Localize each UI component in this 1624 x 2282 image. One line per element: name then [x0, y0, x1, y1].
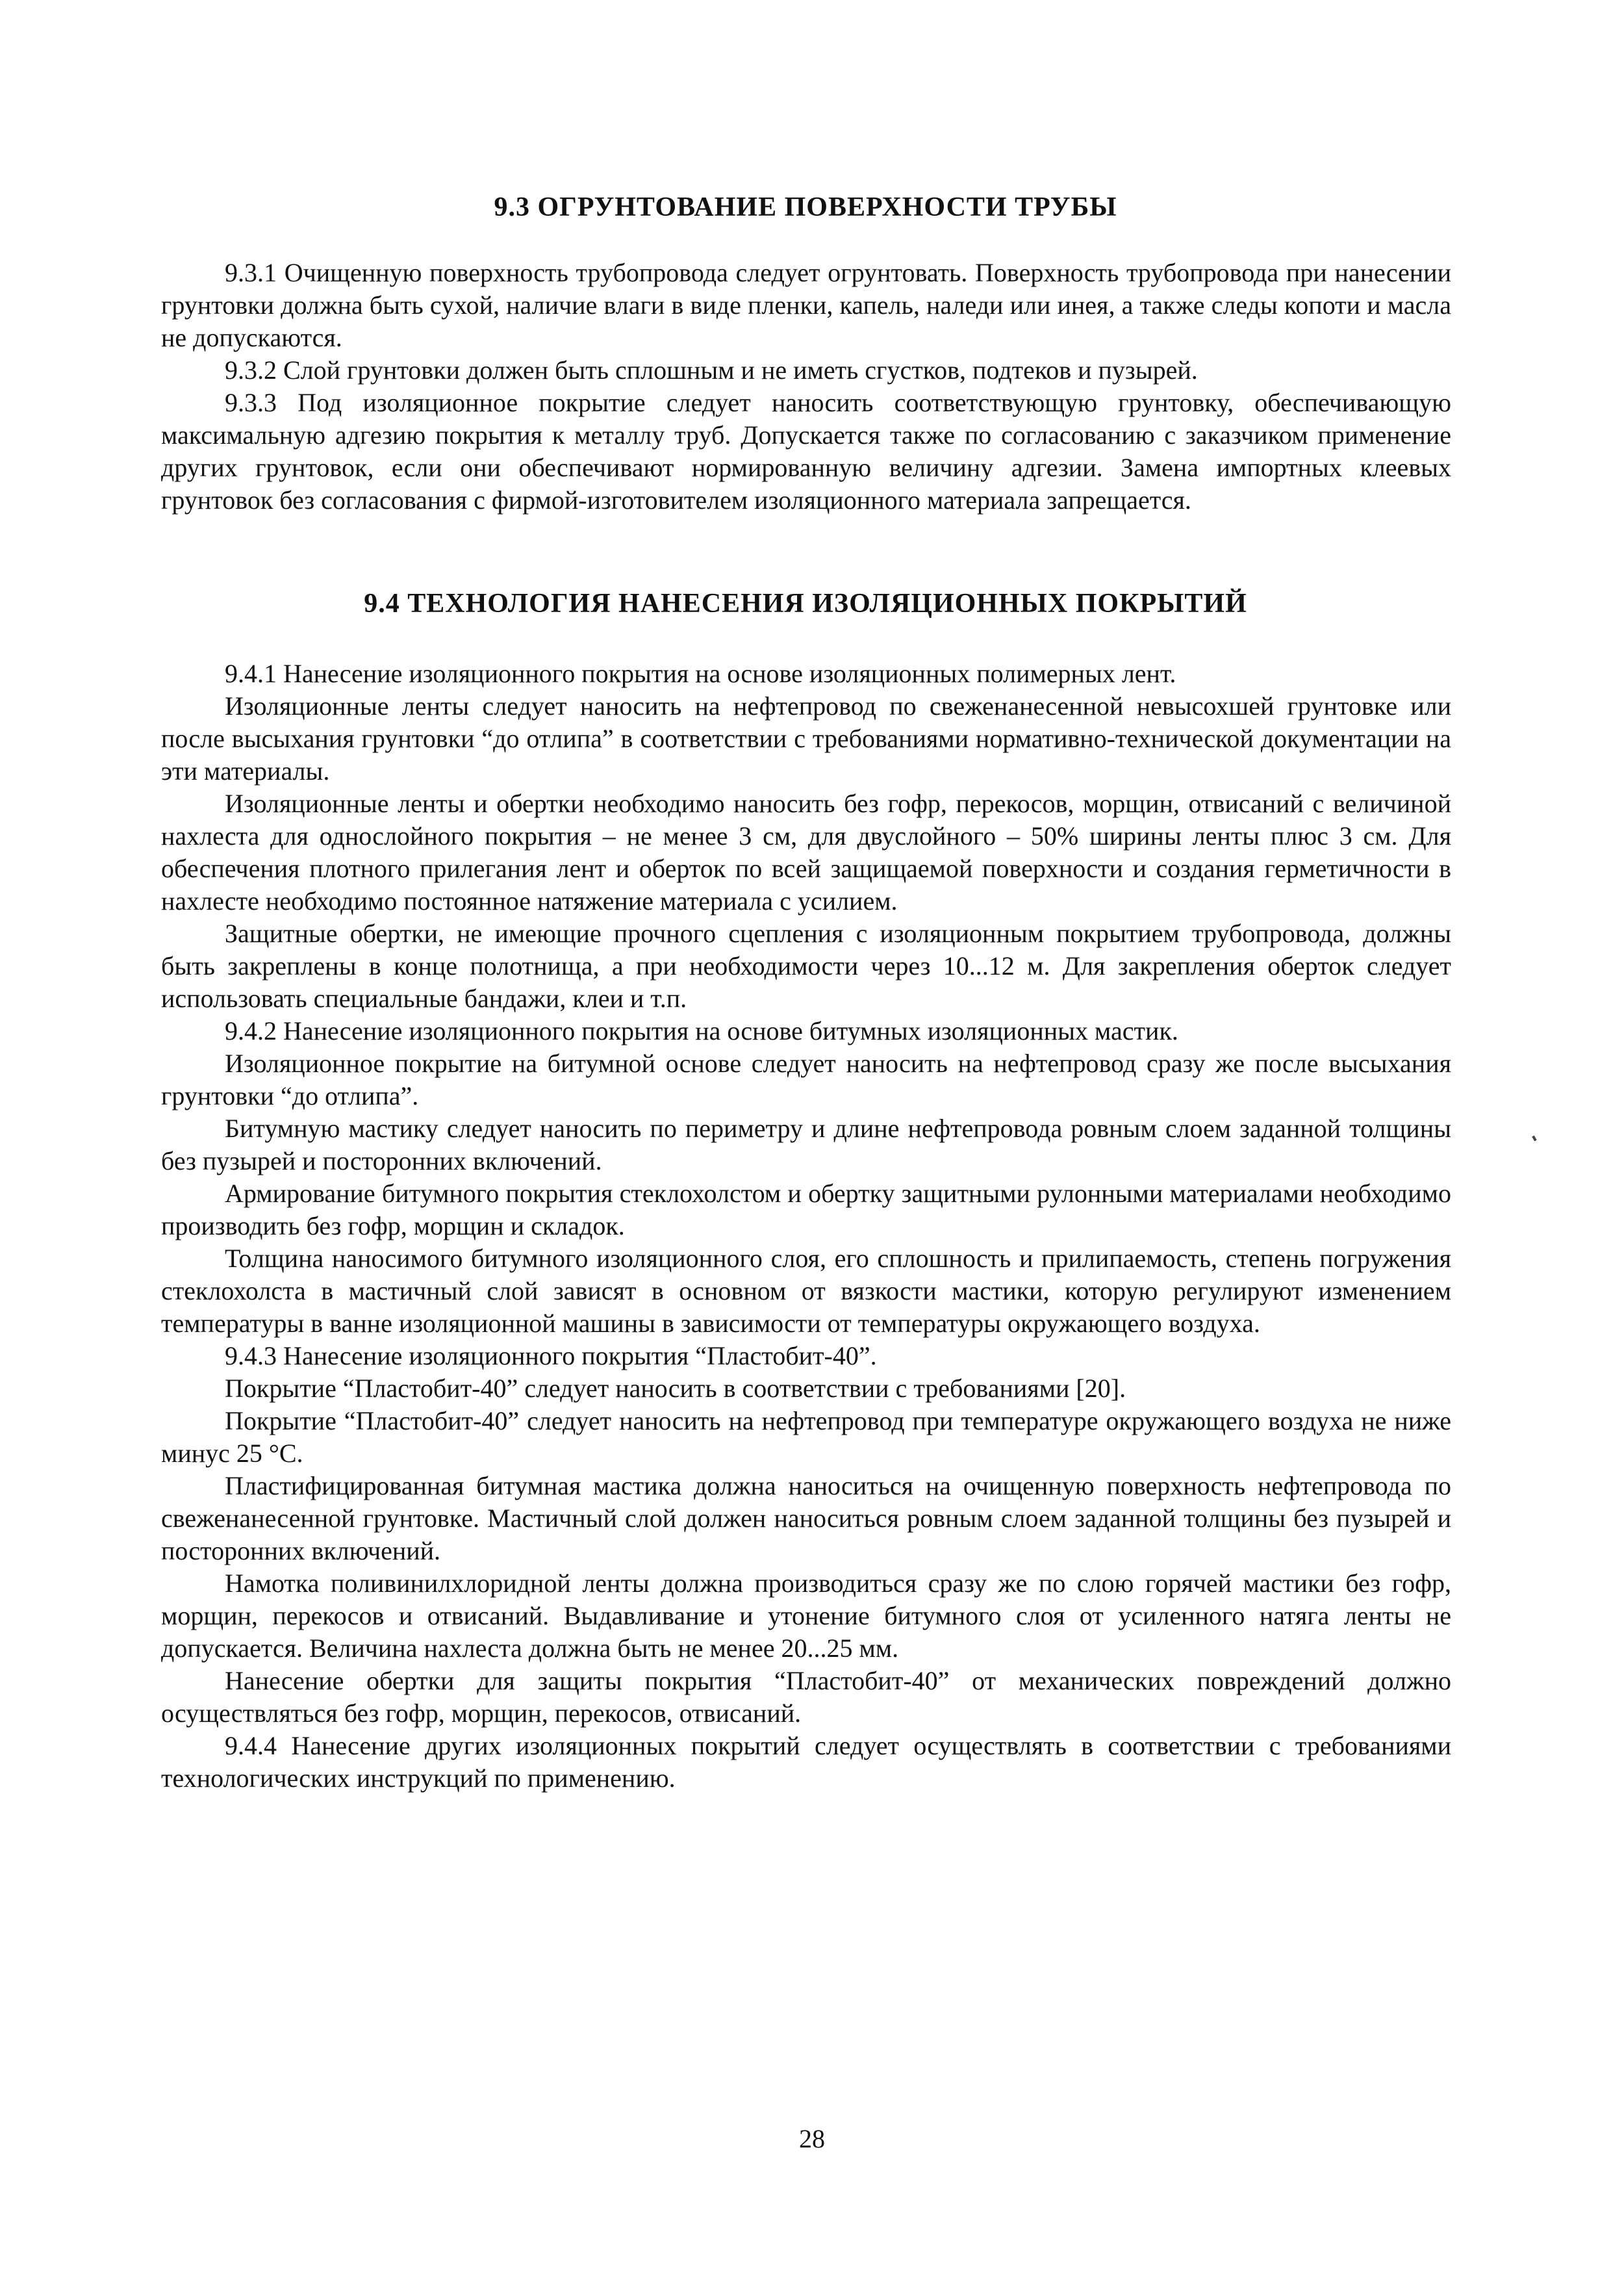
- section-body-9-3: [161, 257, 1451, 517]
- paragraph: Покрытие “Пластобит-40” следует наносить на нефтепровод при температуре окружающего воздуха не ниже минус 25 °С.: [161, 1406, 1451, 1468]
- paragraph: Покрытие “Пластобит-40” следует наносить в соответствии с требованиями [20].: [225, 1374, 1126, 1403]
- paragraph-9-3-3: 9.3.3 Под изоляционное покрытие следует наносить соответствующую грунтовку, обеспечивающую максимальную адгезию покрытия к металлу труб. Допускается также по согласованию с заказчиком применение других грунтовок, если они обеспечивают нормированную величину адгезии. Замена импортных клеевых грунтовок без согласования с фирмой-изготовителем изоляционного материала запрещается.: [161, 388, 1451, 515]
- paragraph: Битумную мастику следует наносить по периметру и длине нефтепровода ровным слоем заданной толщины без пузырей и посторонних включений.: [161, 1114, 1451, 1175]
- section-heading-9-4: 9.4 ТЕХНОЛОГИЯ НАНЕСЕНИЯ ИЗОЛЯЦИОННЫХ ПОКРЫТИЙ: [364, 589, 1247, 619]
- scan-speck: [1532, 1136, 1536, 1142]
- section-heading-9-3: 9.3 ОГРУНТОВАНИЕ ПОВЕРХНОСТИ ТРУБЫ: [494, 192, 1117, 222]
- paragraph: Изоляционные ленты и обертки необходимо наносить без гофр, перекосов, морщин, отвисаний с величиной нахлеста для однослойного покрытия – не менее 3 см, для двуслойного – 50% ширины ленты плюс 3 см. Для обеспечения плотного прилегания лент и оберток по всей защищаемой поверхности и создания герметичности в нахлесте необходимо постоянное натяжение материала с усилием.: [161, 789, 1451, 916]
- paragraph-9-4-3: 9.4.3 Нанесение изоляционного покрытия “Пластобит-40”.: [225, 1341, 877, 1370]
- paragraph-9-3-2: 9.3.2 Слой грунтовки должен быть сплошным и не иметь сгустков, подтеков и пузырей.: [225, 355, 1198, 385]
- paragraph: Нанесение обертки для защиты покрытия “Пластобит-40” от механических повреждений должно осуществляться без гофр, морщин, перекосов, отвисаний.: [161, 1666, 1451, 1728]
- page-number: 28: [799, 2124, 825, 2153]
- paragraph: Изоляционные ленты следует наносить на нефтепровод по свеженанесенной невысохшей грунтовке или после высыхания грунтовки “до отлипа” в соответствии с требованиями нормативно-технической документации на эти материалы.: [161, 691, 1451, 786]
- paragraph-9-4-2: 9.4.2 Нанесение изоляционного покрытия на основе битумных изоляционных мастик.: [225, 1016, 1178, 1045]
- paragraph-9-3-1: 9.3.1 Очищенную поверхность трубопровода следует огрунтовать. Поверхность трубопровода при нанесении грунтовки должна быть сухой, наличие влаги в виде пленки, капель, наледи или инея, а также следы копоти и масла не допускаются.: [161, 258, 1451, 352]
- paragraph: Армирование битумного покрытия стеклохолстом и обертку защитными рулонными материалами необходимо производить без гофр, морщин и складок.: [161, 1179, 1451, 1240]
- paragraph: Толщина наносимого битумного изоляционного слоя, его сплошность и прилипаемость, степень погружения стеклохолста в мастичный слой зависят в основном от вязкости мастики, которую регулируют изменением температуры в ванне изоляционной машины в зависимости от температуры окружающего воздуха.: [161, 1244, 1451, 1338]
- paragraph: Намотка поливинилхлоридной ленты должна производиться сразу же по слою горячей мастики без гофр, морщин, перекосов и отвисаний. Выдавливание и утонение битумного слоя от усиленного натяга ленты не допускается. Величина нахлеста должна быть не менее 20...25 мм.: [161, 1569, 1451, 1663]
- section-body-9-4: [161, 658, 1451, 1795]
- paragraph-9-4-1: 9.4.1 Нанесение изоляционного покрытия на основе изоляционных полимерных лент.: [225, 659, 1176, 688]
- paragraph: Изоляционное покрытие на битумной основе следует наносить на нефтепровод сразу же после высыхания грунтовки “до отлипа”.: [161, 1049, 1451, 1110]
- paragraph: Защитные обертки, не имеющие прочного сцепления с изоляционным покрытием трубопровода, должны быть закреплены в конце полотнища, а при необходимости через 10...12 м. Для закрепления оберток следует использовать специальные бандажи, клеи и т.п.: [161, 919, 1451, 1013]
- paragraph: Пластифицированная битумная мастика должна наноситься на очищенную поверхность нефтепровода по свеженанесенной грунтовке. Мастичный слой должен наноситься ровным слоем заданной толщины без пузырей и посторонних включений.: [161, 1471, 1451, 1565]
- paragraph-9-4-4: 9.4.4 Нанесение других изоляционных покрытий следует осуществлять в соответствии с требованиями технологических инструкций по применению.: [161, 1731, 1451, 1793]
